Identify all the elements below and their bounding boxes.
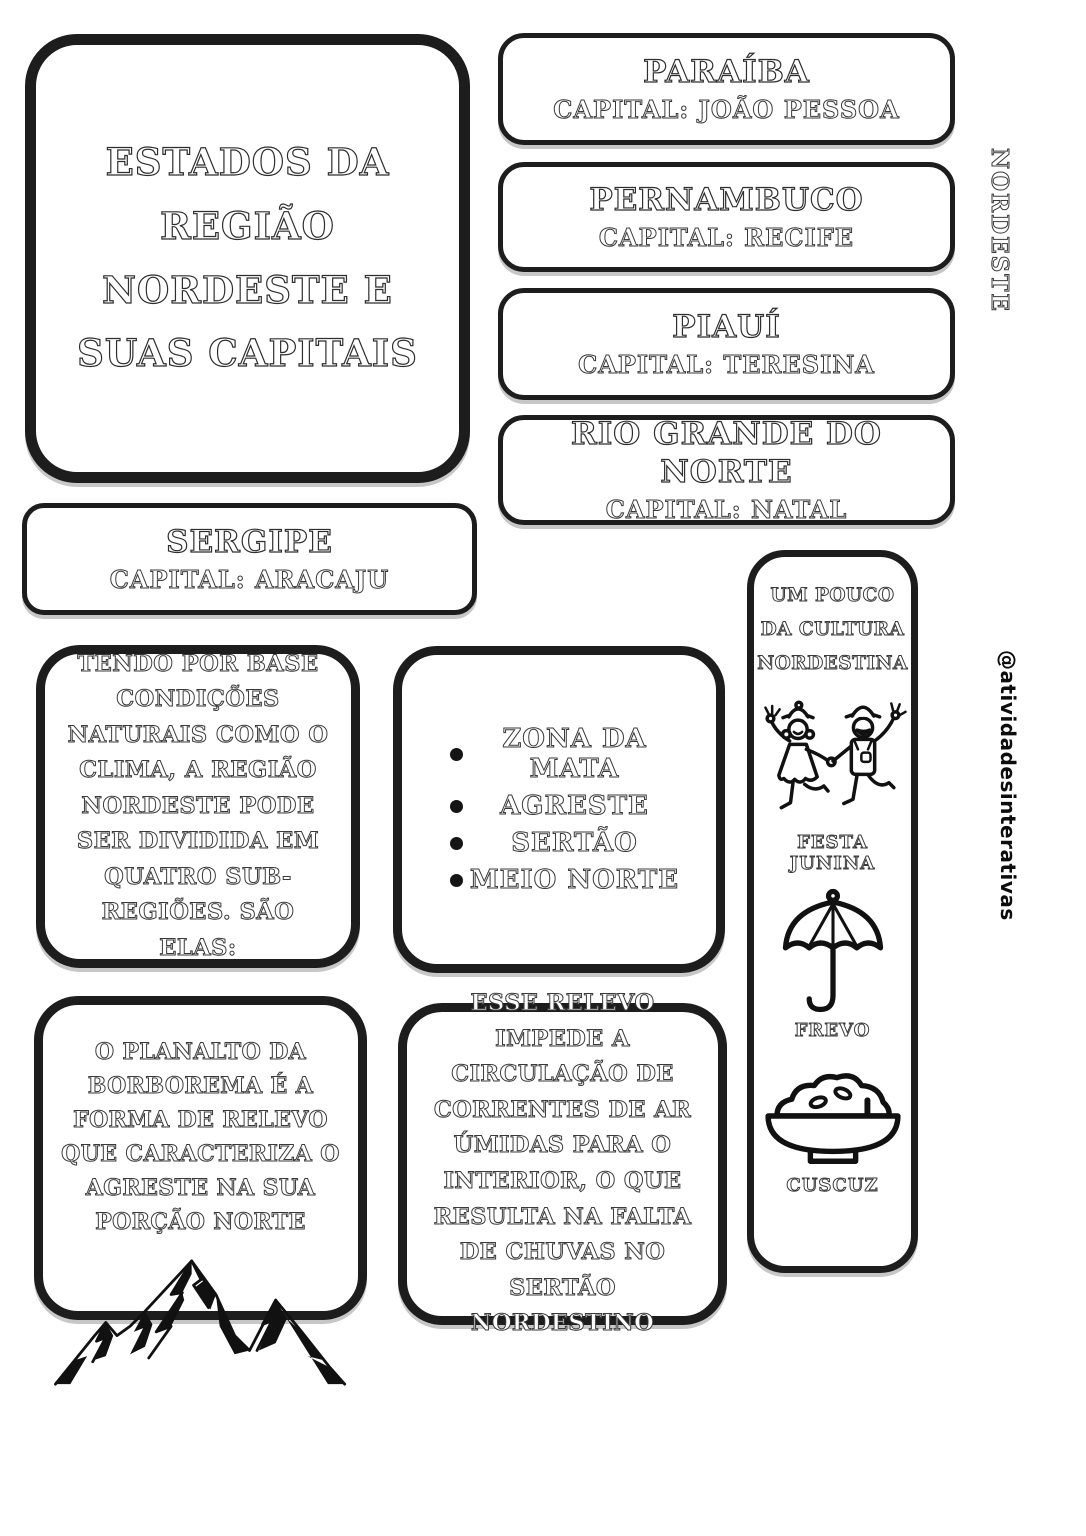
relief-effect-card — [398, 990, 727, 1337]
subregions-intro-text: TENDO POR BASE CONDIÇÕES NATURAIS COMO O CLIMA, A REGIÃO NORDESTE PODE SER DIVIDIDA EM QUATRO SUB-REGIÕES. SÃO ELAS: — [67, 650, 329, 961]
culture-item-label: FREVO — [794, 1019, 871, 1041]
mountains-icon — [51, 1246, 351, 1386]
state-capital: CAPITAL: ARACAJU — [109, 564, 390, 594]
bullet-icon — [450, 874, 463, 887]
cuscuz-bowl-icon — [758, 1057, 908, 1175]
list-item — [450, 791, 686, 821]
borborema-text: O PLANALTO DA BORBOREMA É A FORMA DE RELEVO QUE CARACTERIZA O AGRESTE NA SUA PORÇÃO NORTE — [61, 1039, 340, 1236]
credit-label: @atividadesinterativas — [996, 650, 1020, 921]
state-capital: CAPITAL: RECIFE — [598, 222, 855, 252]
subregions-card — [393, 646, 725, 973]
state-capital: CAPITAL: TERESINA — [578, 349, 875, 379]
state-capital: CAPITAL: NATAL — [605, 495, 848, 525]
bullet-icon — [450, 800, 463, 813]
state-name: PERNAMBUCO — [589, 182, 864, 219]
culture-item-frevo — [774, 888, 892, 1041]
borborema-card — [34, 996, 367, 1320]
list-item — [450, 828, 686, 858]
subregions-intro-card — [36, 645, 360, 968]
side-region-label: NORDESTE — [986, 148, 1013, 313]
culture-item-cuscuz — [758, 1057, 908, 1196]
bullet-icon — [450, 748, 463, 761]
subregion-label: ZONA DA MATA — [502, 724, 647, 784]
state-name: PARAÍBA — [643, 54, 810, 91]
state-name: RIO GRANDE DO NORTE — [571, 415, 882, 491]
state-name: PIAUÍ — [672, 309, 781, 346]
culture-title: UM POUCO DA CULTURA NORDESTINA — [757, 585, 908, 675]
title-card — [25, 34, 470, 483]
umbrella-icon — [774, 888, 892, 1020]
state-card-rio-grande-do-norte — [498, 415, 955, 525]
culture-card — [747, 550, 918, 1273]
culture-item-label: CUSCUZ — [786, 1174, 879, 1196]
state-name: SERGIPE — [166, 524, 333, 561]
list-item — [450, 724, 686, 784]
page-title: ESTADOS DA REGIÃO NORDESTE E SUAS CAPITAIS — [77, 140, 418, 376]
state-card-sergipe — [22, 503, 477, 615]
culture-item-label: FESTA JUNINA — [789, 831, 876, 874]
subregion-label: SERTÃO — [511, 828, 638, 858]
state-card-piaui — [498, 288, 955, 400]
subregions-list — [402, 717, 716, 902]
culture-item-festa-junina — [754, 690, 911, 874]
subregion-label: AGRESTE — [500, 791, 649, 821]
subregion-label: MEIO NORTE — [469, 865, 680, 895]
state-card-paraiba — [498, 33, 955, 145]
state-card-pernambuco — [498, 162, 955, 272]
relief-effect-text: ESSE RELEVO IMPEDE A CIRCULAÇÃO DE CORRENTES DE AR ÚMIDAS PARA O INTERIOR, O QUE RESULTA NA FALTA DE CHUVAS NO SERTÃO NORDESTINO — [433, 990, 692, 1337]
bullet-icon — [450, 837, 463, 850]
dancing-children-icon — [758, 690, 908, 832]
state-capital: CAPITAL: JOÃO PESSOA — [553, 94, 900, 124]
list-item — [450, 865, 686, 895]
